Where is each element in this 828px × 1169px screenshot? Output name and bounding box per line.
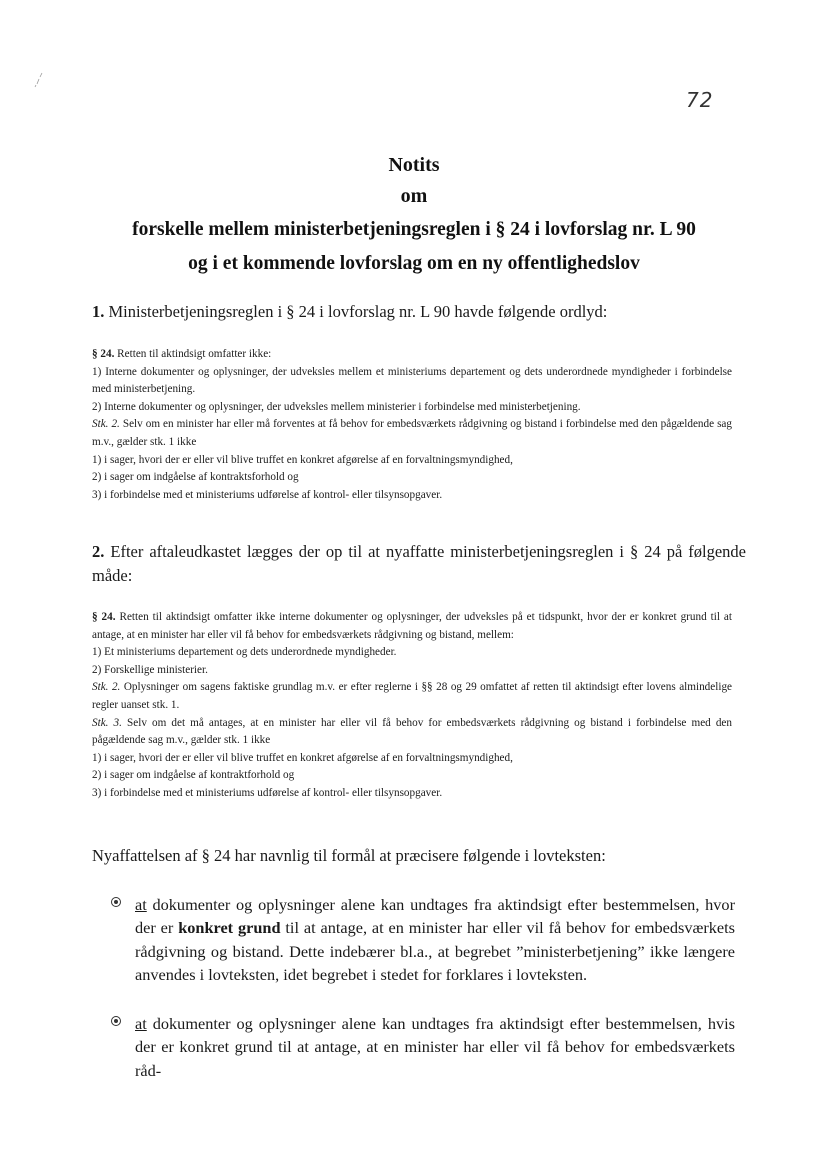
quote-text: Oplysninger om sagens faktiske grundlag m.v. er efter reglerne i §§ 28 og 29 omfattet af retten til aktindsigt efter lovens almindelige regler uanset stk. 1. [92,681,733,711]
quote-line: 3) i forbindelse med et ministeriums udførelse af kontrol- eller tilsynsopgaver. [92,786,443,799]
doc-title-om: om [400,185,428,207]
bullet-bold: konkret grund [178,918,281,938]
quote-line [92,346,732,364]
quote-text: Retten til aktindsigt omfatter ikke interne dokumenter og oplysninger, der udveksles på et tidspunkt, hvor der er konkret grund til at antage, at en minister har eller vil få behov for embedsværkets rådgivning og bistand, mellem: [92,611,733,641]
quote-text: Selv om en minister har eller må forventes at få behov for embedsværkets rådgivning og bistand i forbindelse med den pågældende sag m.v., gælder stk. 1 ikke [92,418,732,448]
stk-label: Stk. 2. [92,681,121,694]
page-number: 72 [686,88,714,112]
quote-text: Retten til aktindsigt omfatter ikke: [114,348,272,360]
section-number: 2. [92,542,105,561]
intro-paragraph: Nyaffattelsen af § 24 har navnlig til formål at præcisere følgende i lovteksten: [92,846,606,865]
section-2-heading [92,540,746,588]
quote-line: 2) i sager om indgåelse af kontraktsforhold og [92,471,299,484]
stk-label: Stk. 2. [92,418,120,431]
quote-line: 1) i sager, hvori der er eller vil blive truffet en konkret afgørelse af en forvaltningsmyndighed, [92,453,513,466]
bullet-icon [111,1016,121,1026]
paragraph-mark: § 24. [92,611,116,623]
quote-line [92,679,732,714]
section-1-heading [92,300,746,324]
quote-line: 3) i forbindelse med et ministeriums udførelse af kontrol- eller tilsynsopgaver. [92,488,443,501]
section-text: Efter aftaleudkastet lægges der op til at nyaffatte ministerbetjeningsreglen i § 24 på følgende måde: [92,542,747,585]
doc-title-notits: Notits [388,154,440,176]
scan-speck [34,72,44,88]
section-text: Ministerbetjeningsreglen i § 24 i lovforslag nr. L 90 havde følgende ordlyd: [108,302,608,321]
bullet-item [135,893,735,986]
stk-label: Stk. 3. [92,716,122,729]
doc-title-subject-line2: og i et kommende lovforslag om en ny offentlighedslov [188,253,640,274]
section-number: 1. [92,302,105,321]
doc-title-subject-line1: forskelle mellem ministerbetjeningsreglen i § 24 i lovforslag nr. L 90 [132,219,696,240]
bullet-lead: at [135,895,147,914]
quote-block-2 [92,609,732,803]
quote-line: 1) Interne dokumenter og oplysninger, der udveksles mellem et ministeriums departement og dets underordnede myndigheder i forbindelse med ministerbetjening. [92,365,732,396]
bullet-item [135,1012,735,1082]
bullet-lead: at [135,1014,147,1033]
quote-line [92,416,732,451]
bullet-icon [111,897,121,907]
quote-line: 2) Interne dokumenter og oplysninger, der udveksles mellem ministerier i forbindelse med ministerbetjening. [92,400,581,413]
bullet-text: til at antage, at en minister har eller vil få behov for embedsværkets rådgivning og bistand. Dette indebærer bl.a., at begrebet ”ministerbetjening” ikke længere anvendes i lovteksten, idet begrebet i stedet for forklares i lovteksten. [135,918,736,984]
quote-line [92,715,732,750]
bullet-text: dokumenter og oplysninger alene kan undtages fra aktindsigt efter bestemmelsen, hvor der er [135,895,735,938]
quote-line: 2) i sager om indgåelse af kontraktforhold og [92,769,295,782]
quote-line: 1) i sager, hvori der er eller vil blive truffet en konkret afgørelse af en forvaltningsmyndighed, [92,751,513,764]
quote-text: Selv om det må antages, at en minister har eller vil få behov for embedsværkets rådgivning og bistand i forbindelse med den pågældende sag m.v., gælder stk. 1 ikke [92,716,732,747]
quote-block-1 [92,346,732,504]
bullet-text: dokumenter og oplysninger alene kan undtages fra aktindsigt efter bestemmelsen, hvis der er konkret grund til at antage, at en minister har eller vil få behov for embedsværkets råd- [135,1014,735,1080]
quote-line: 2) Forskellige ministerier. [92,663,208,676]
paragraph-mark: § 24. [92,348,115,360]
quote-line: 1) Et ministeriums departement og dets underordnede myndigheder. [92,646,397,659]
quote-line [92,609,732,644]
